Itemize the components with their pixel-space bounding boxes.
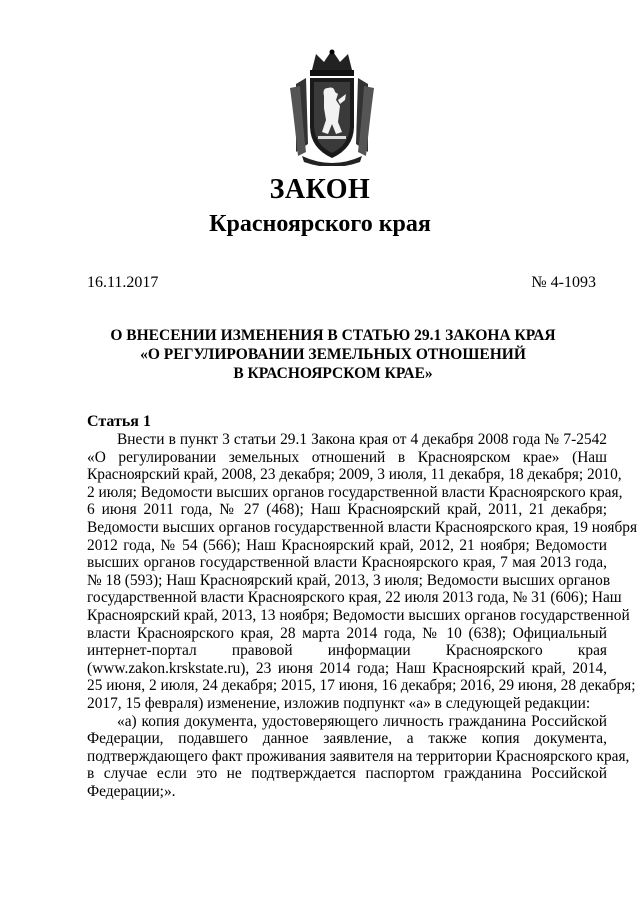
body-line: № 18 (593); Наш Красноярский край, 2013, 3 июля; Ведомости высших органов — [87, 571, 611, 589]
document-date: 16.11.2017 — [87, 274, 159, 291]
body-line: «О регулировании земельных отношений в Красноярском крае» (Наш — [87, 448, 607, 466]
body-line: Внести в пункт 3 статьи 29.1 Закона края от 4 декабря 2008 года № 7-2542 — [117, 431, 607, 448]
body-line: интернет-портал правовой информации Красноярского края — [87, 642, 607, 660]
body-line: Ведомости высших органов государственной власти Красноярского края, 19 ноября — [87, 518, 638, 536]
body-line: власти Красноярского края, 28 марта 2014 года, № 10 (638); Официальный — [87, 624, 607, 642]
body-line: 6 июня 2011 года, № 27 (468); Наш Красноярский край, 2011, 21 декабря; — [87, 501, 607, 519]
article-title: Статья 1 — [87, 413, 151, 430]
quote-line: «а) копия документа, удостоверяющего личность гражданина Российской — [117, 712, 607, 730]
document-title: ЗАКОН — [269, 174, 371, 205]
krasnoyarsk-coat-of-arms-emblem — [288, 48, 376, 166]
body-line: Красноярский край, 2008, 23 декабря; 2009, 3 июля, 11 декабря, 18 декабря; 2010, — [87, 466, 622, 484]
heading-line: «О РЕГУЛИРОВАНИИ ЗЕМЕЛЬНЫХ ОТНОШЕНИЙ — [140, 346, 526, 363]
quote-line: Федерации;». — [87, 782, 176, 800]
heading-line: В КРАСНОЯРСКОМ КРАЕ» — [233, 365, 433, 382]
body-line: 2017, 15 февраля) изменение, изложив подпункт «а» в следующей редакции: — [87, 694, 591, 712]
law-heading — [60, 326, 606, 383]
article-body — [87, 431, 638, 800]
body-line: Красноярский край, 2013, 13 ноября; Ведомости высших органов государственной — [87, 606, 630, 624]
document-number: № 4-1093 — [531, 274, 596, 291]
heading-line: О ВНЕСЕНИИ ИЗМЕНЕНИЯ В СТАТЬЮ 29.1 ЗАКОНА КРАЯ — [110, 327, 556, 344]
body-line: (www.zakon.krskstate.ru), 23 июня 2014 года; Наш Красноярский край, 2014, — [87, 659, 607, 677]
body-line: 2012 года, № 54 (566); Наш Красноярский край, 2012, 21 ноября; Ведомости — [87, 536, 607, 554]
quote-line: Федерации, подавшего данное заявление, а также копия документа, — [87, 730, 607, 748]
body-line: государственной власти Красноярского края, 22 июля 2013 года, № 31 (606); Наш — [87, 589, 622, 607]
body-line: высших органов государственной власти Красноярского края, 7 мая 2013 года, — [87, 554, 607, 572]
quote-line: в случае если это не подтверждается паспортом гражданина Российской — [87, 765, 607, 783]
quote-line: подтверждающего факт проживания заявителя на территории Красноярского края, — [87, 747, 630, 765]
body-line: 25 июня, 2 июля, 24 декабря; 2015, 17 июня, 16 декабря; 2016, 29 июня, 28 декабря; — [87, 677, 636, 695]
body-line: 2 июля; Ведомости высших органов государственной власти Красноярского края, — [87, 483, 623, 501]
document-subtitle: Красноярского края — [209, 211, 431, 237]
